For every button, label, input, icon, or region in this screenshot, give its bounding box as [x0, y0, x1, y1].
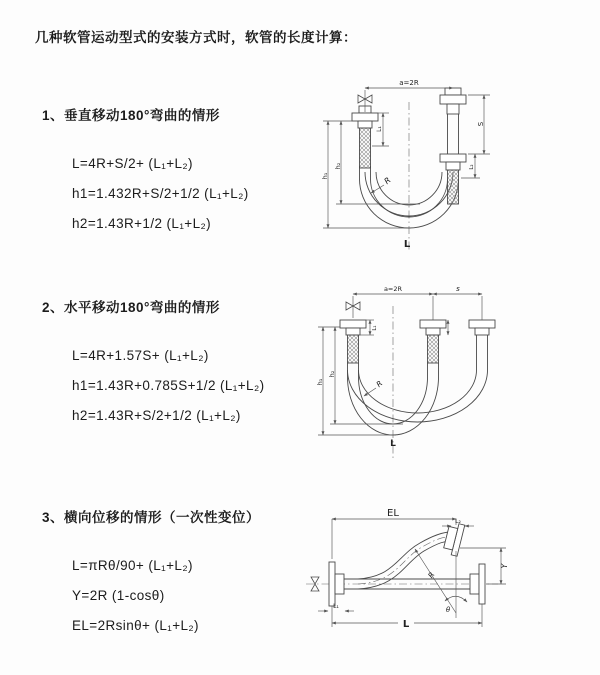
- diagram-horizontal-180-bend: [308, 282, 563, 467]
- length-label: L: [402, 619, 410, 630]
- dim-label-shift: s: [456, 285, 460, 293]
- dim-label-h2: h₂: [334, 162, 342, 170]
- dim-label-l1: L₁: [376, 126, 383, 132]
- section-1-heading: 1、垂直移动180°弯曲的情形: [42, 108, 220, 123]
- diagram-vertical-180-bend: [298, 76, 536, 256]
- angle-label: θ: [445, 606, 451, 614]
- dim-label-y: Y: [500, 563, 509, 569]
- section-2: [42, 296, 265, 423]
- formula: EL=2Rsinθ+ (L₁+L₂): [72, 618, 199, 633]
- middle-fitting: [420, 320, 446, 328]
- formula: Y=2R (1-cosθ): [72, 588, 165, 603]
- section-1: [42, 104, 249, 231]
- formula: h2=1.43R+S/2+1/2 (L₁+L₂): [72, 408, 241, 423]
- section-2-heading: 2、水平移动180°弯曲的情形: [42, 300, 220, 315]
- radius-label: R: [382, 175, 393, 186]
- formula: h1=1.43R+0.785S+1/2 (L₁+L₂): [72, 378, 265, 393]
- length-label: L: [390, 439, 396, 449]
- formula: h1=1.432R+S/2+1/2 (L₁+L₂): [72, 186, 249, 201]
- radius-label: R: [426, 570, 437, 580]
- dim-label-h2: h₂: [328, 370, 336, 378]
- section-3: [42, 506, 261, 633]
- dim-label-l1: L₁: [333, 603, 339, 610]
- braided-hose-middle: [428, 335, 439, 363]
- right-flange-displaced: [442, 522, 464, 557]
- right-fitting-raised: [445, 88, 461, 95]
- left-flange: [329, 562, 335, 606]
- page-title: 几种软管运动型式的安装方式时，软管的长度计算：: [35, 30, 357, 45]
- diagram-lateral-displacement: [298, 503, 588, 653]
- dim-label-el: EL: [387, 508, 399, 519]
- dim-label-h1: h₁: [321, 172, 329, 180]
- formula: h2=1.43R+1/2 (L₁+L₂): [72, 216, 212, 231]
- right-fitting-lower: [440, 154, 466, 162]
- dim-label-l2: L₂: [469, 164, 475, 170]
- braided-hose-left: [360, 128, 371, 168]
- braided-hose-left: [348, 335, 359, 363]
- dim-label-l1: L₁: [372, 325, 378, 331]
- section-3-heading: 3、横向位移的情形（一次性变位）: [42, 510, 261, 525]
- dim-label-span: a=2R: [399, 79, 419, 87]
- formula: L=4R+S/2+ (L₁+L₂): [72, 156, 193, 171]
- right-fitting-moved: [469, 320, 495, 328]
- dim-label-s: S: [477, 121, 485, 127]
- radius-label: R: [374, 378, 385, 389]
- right-flange-original: [470, 574, 479, 594]
- centerline-symbol: [311, 577, 319, 584]
- formula: L=πRθ/90+ (L₁+L₂): [72, 558, 193, 573]
- dim-label-h1: h₁: [316, 378, 324, 386]
- left-fitting: [340, 320, 366, 328]
- dim-label-l2: L₂: [455, 518, 461, 525]
- length-label: L: [403, 239, 411, 250]
- formula: L=4R+1.57S+ (L₁+L₂): [72, 348, 209, 363]
- bowtie-symbol: [358, 95, 365, 103]
- braided-hose-right: [448, 170, 459, 204]
- bowtie-symbol: [346, 302, 353, 310]
- dim-label-span: a=2R: [383, 285, 403, 293]
